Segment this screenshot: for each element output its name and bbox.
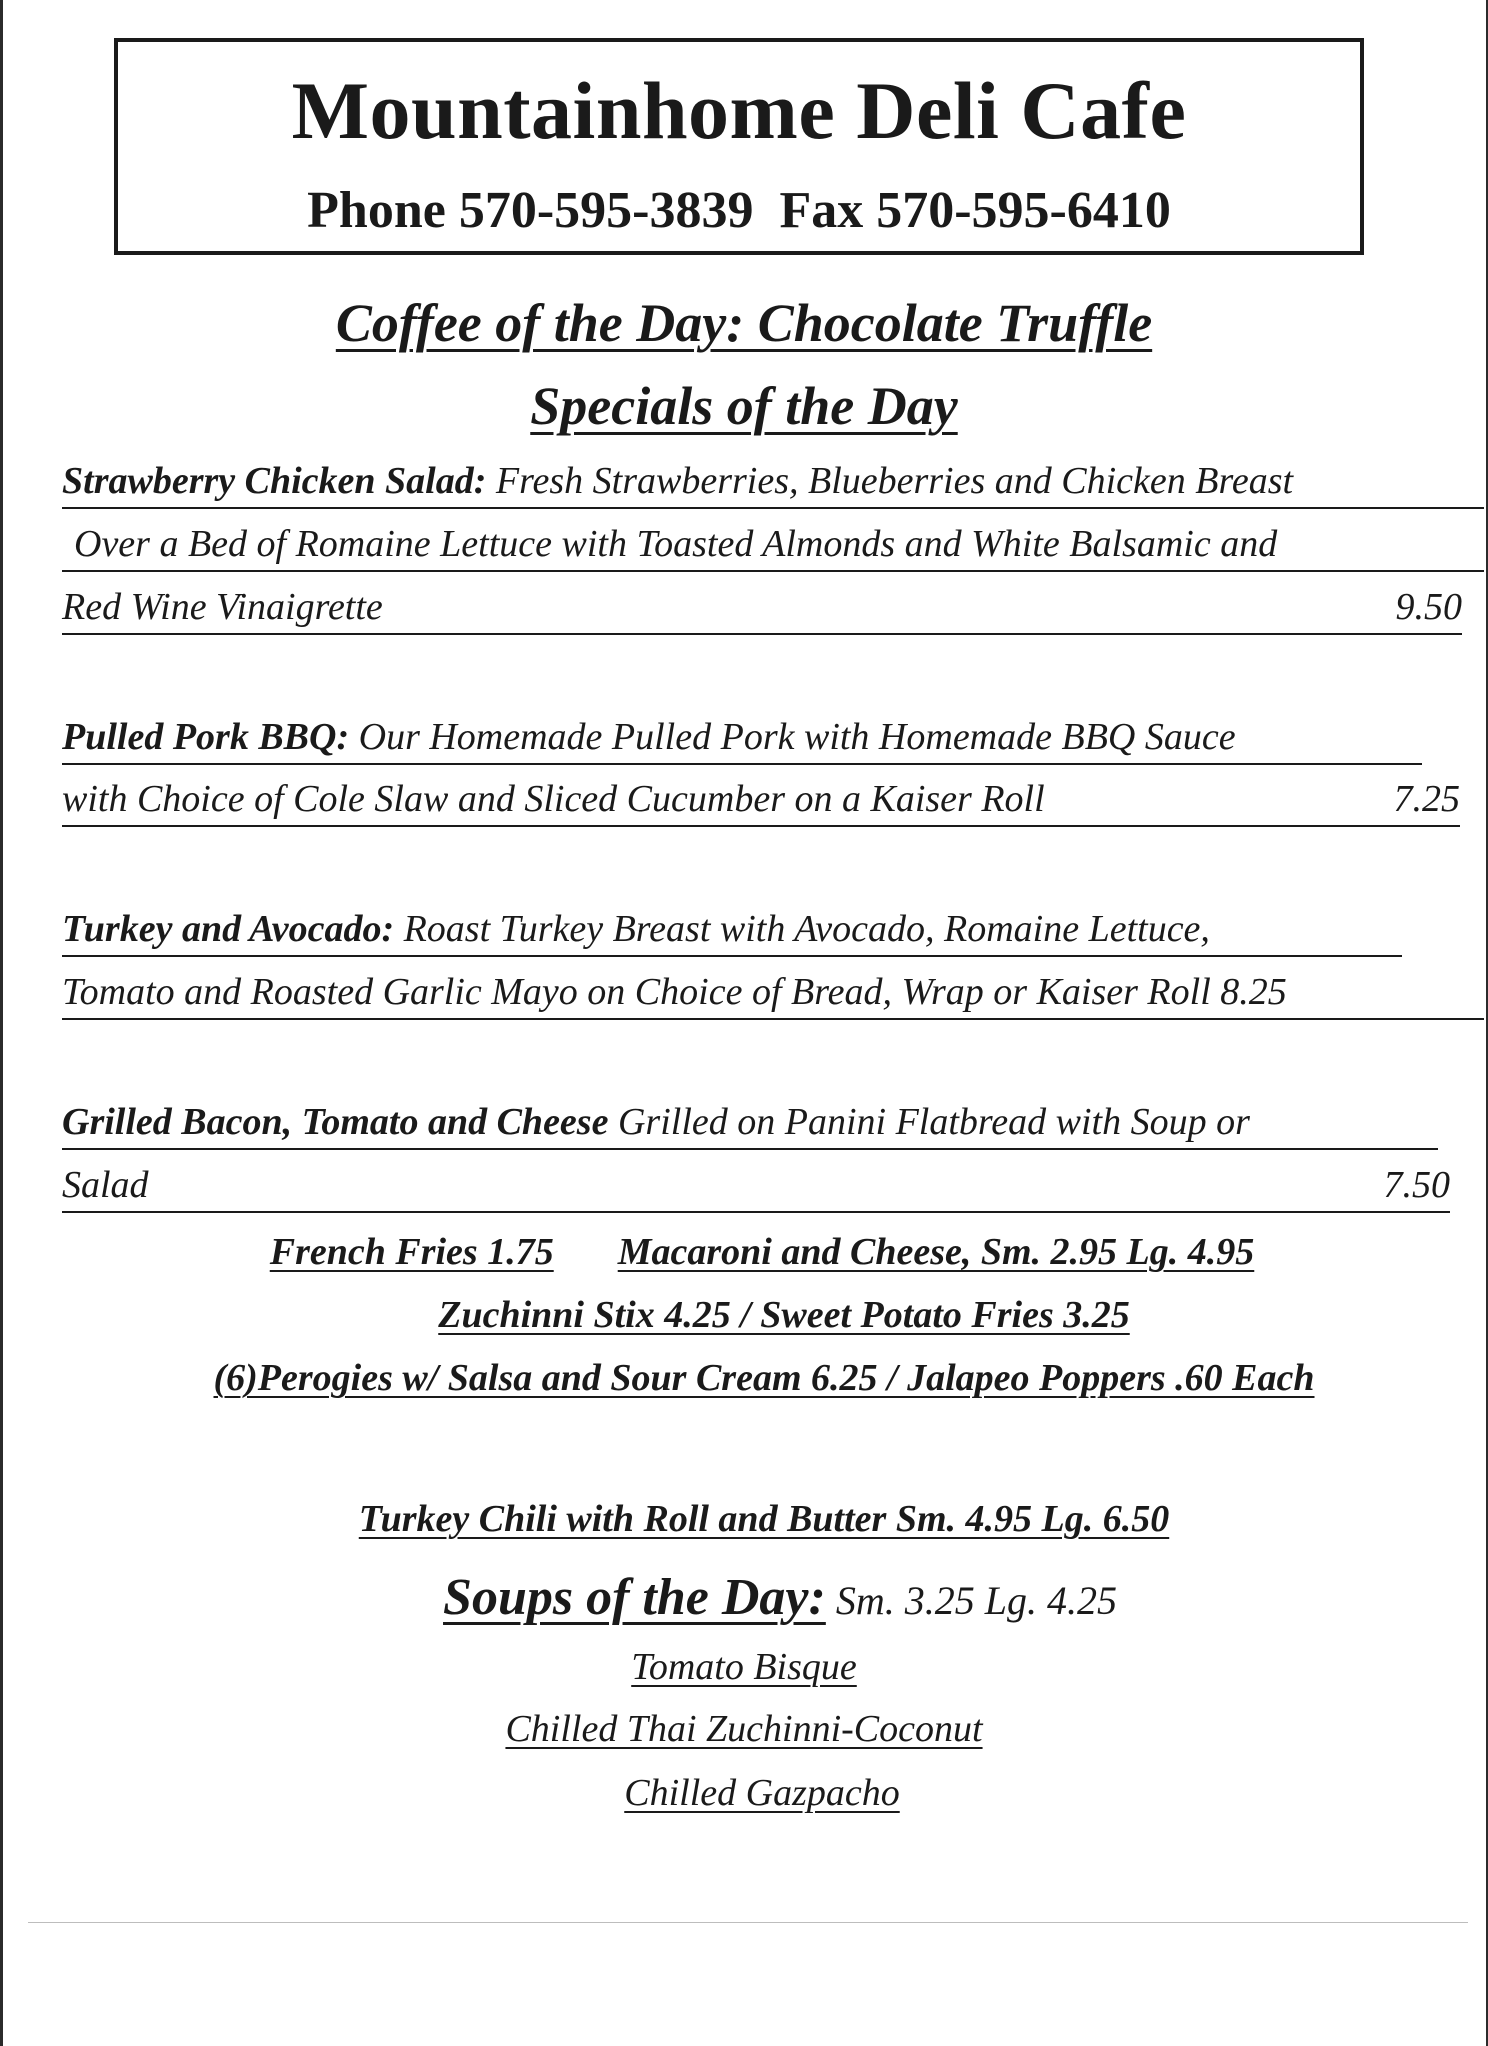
soups-heading	[0, 1568, 1488, 1627]
perogies-poppers: (6)Perogies w/ Salsa and Sour Cream 6.25 / Jalapeo Poppers .60 Each	[213, 1357, 1315, 1399]
special-3-line-2	[62, 973, 1484, 1020]
special-4-desc-2: Salad	[62, 1164, 149, 1206]
soups-title: Soups of the Day:	[443, 1569, 826, 1626]
soup-2: Chilled Thai Zuchinni-Coconut	[505, 1708, 983, 1750]
soup-3-row	[0, 1771, 1488, 1815]
soup-3: Chilled Gazpacho	[624, 1772, 900, 1814]
special-4-price: 7.50	[1383, 1164, 1450, 1206]
special-3-line-1	[62, 910, 1402, 957]
sides-line-1	[0, 1230, 1488, 1274]
bottom-divider	[28, 1922, 1468, 1923]
soup-1-row	[0, 1645, 1488, 1689]
special-1-line-3	[62, 588, 1462, 635]
special-2-price: 7.25	[1393, 778, 1460, 820]
coffee-of-the-day: Coffee of the Day: Chocolate Truffle	[335, 293, 1153, 353]
soup-1: Tomato Bisque	[631, 1646, 857, 1688]
special-4-line-1	[62, 1103, 1438, 1150]
mac-and-cheese: Macaroni and Cheese, Sm. 2.95 Lg. 4.95	[617, 1231, 1255, 1273]
special-3-desc-2: Tomato and Roasted Garlic Mayo on Choice of Bread, Wrap or Kaiser Roll	[62, 971, 1211, 1013]
special-2-line-1	[62, 718, 1422, 765]
chili-line	[0, 1497, 1488, 1541]
soups-prices: Sm. 3.25 Lg. 4.25	[835, 1578, 1117, 1623]
cafe-name: Mountainhome Deli Cafe	[291, 65, 1187, 156]
sides-line-2	[0, 1293, 1488, 1337]
special-2-desc-2: with Choice of Cole Slaw and Sliced Cucumber on a Kaiser Roll	[62, 778, 1045, 820]
special-3-price: 8.25	[1220, 971, 1287, 1013]
special-3-desc-1: Roast Turkey Breast with Avocado, Romaine Lettuce,	[403, 908, 1210, 950]
special-1-line-2	[62, 525, 1484, 572]
turkey-chili: Turkey Chili with Roll and Butter Sm. 4.95 Lg. 6.50	[358, 1498, 1170, 1540]
special-1-price: 9.50	[1395, 586, 1462, 628]
special-4-line-2	[62, 1166, 1450, 1213]
soup-2-row	[0, 1707, 1488, 1751]
special-1-desc-3: Red Wine Vinaigrette	[62, 586, 383, 628]
special-1-line-1	[62, 462, 1484, 509]
header-box	[114, 38, 1364, 255]
special-2-name: Pulled Pork BBQ:	[62, 716, 350, 758]
special-4-desc-1: Grilled on Panini Flatbread with Soup or	[617, 1101, 1250, 1143]
special-1-name: Strawberry Chicken Salad:	[62, 460, 487, 502]
zuchinni-sweet-potato: Zuchinni Stix 4.25 / Sweet Potato Fries 3.25	[438, 1294, 1130, 1336]
special-4-name: Grilled Bacon, Tomato and Cheese	[62, 1101, 609, 1143]
special-2-line-2	[62, 780, 1460, 827]
special-2-desc-1: Our Homemade Pulled Pork with Homemade BBQ Sauce	[358, 716, 1236, 758]
french-fries: French Fries 1.75	[269, 1231, 554, 1273]
special-1-desc-1: Fresh Strawberries, Blueberries and Chicken Breast	[495, 460, 1294, 502]
special-1-desc-2: Over a Bed of Romaine Lettuce with Toasted Almonds and White Balsamic and	[74, 523, 1278, 565]
special-3-name: Turkey and Avocado:	[62, 908, 395, 950]
specials-heading: Specials of the Day	[530, 376, 958, 436]
contact-line: Phone 570-595-3839 Fax 570-595-6410	[307, 182, 1171, 239]
sides-line-3	[0, 1356, 1488, 1400]
